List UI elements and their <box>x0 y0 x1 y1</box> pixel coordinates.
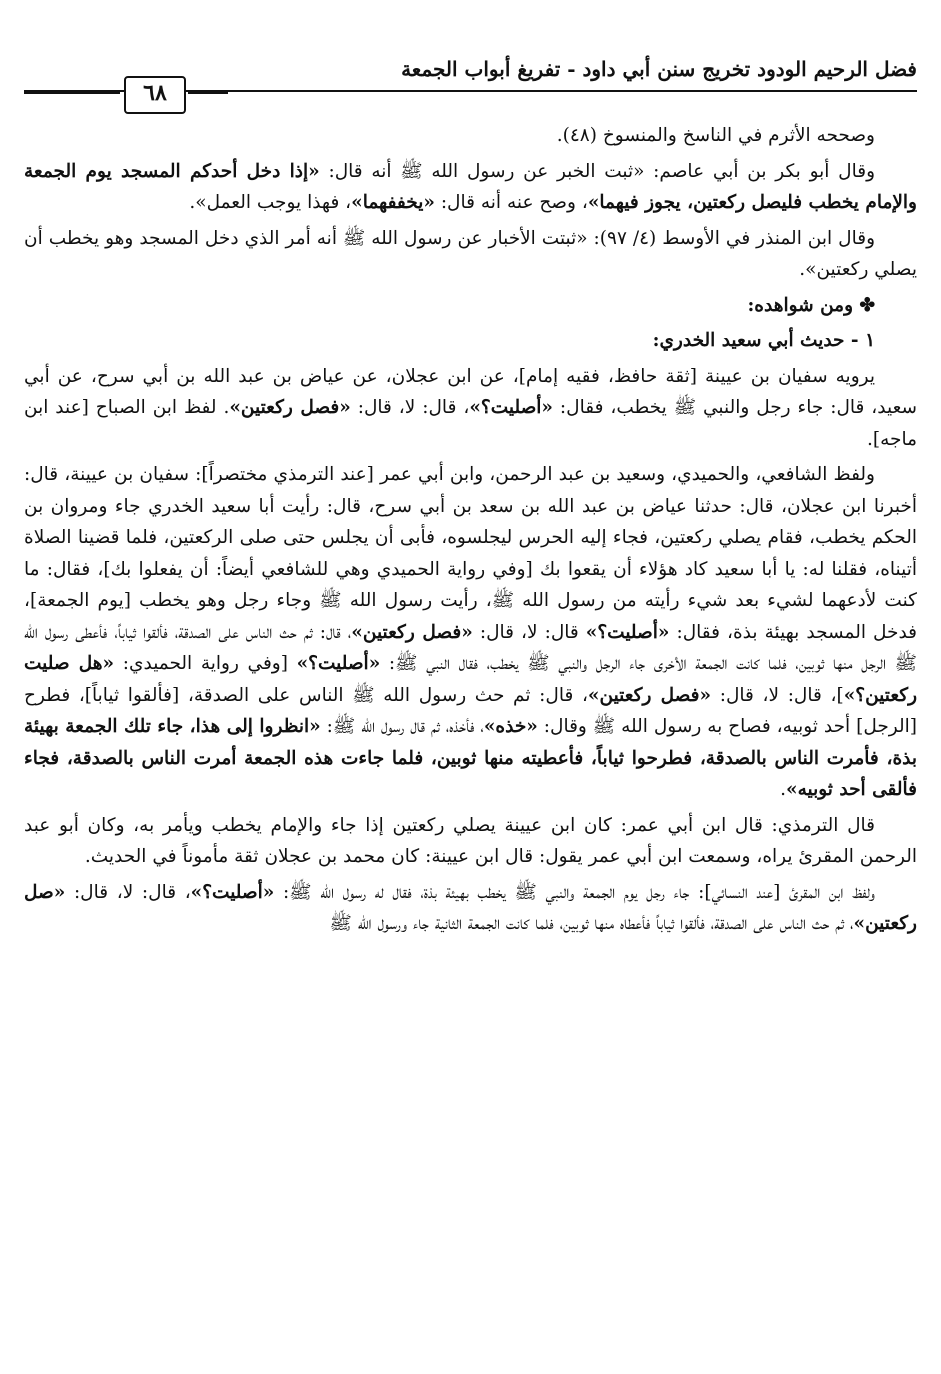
subsection-heading <box>24 325 917 357</box>
text-run: قال الترمذي: قال ابن أبي عمر: كان ابن عيينة يصلي ركعتين إذا جاء والإمام يخطب ويأمر به، وكان أبو عبد الرحمن المقرئ يراه، وسمعت ابن أبي عمر يقول: قال ابن عيينة: كان محمد بن عجلان ثقة مأموناً في الحديث. <box>24 814 917 867</box>
body-text <box>24 120 917 1366</box>
paragraph <box>24 120 917 152</box>
hadith-quote: «فصل ركعتين» <box>587 684 712 706</box>
text-run: ، قال: ثم حث رسول الله ﷺ الناس على الصدقة، [فألقوا ثياباً]، فطرح [الرجل] أحد ثوبيه، فصاح به رسول الله ﷺ وقال: <box>24 684 917 737</box>
hadith-quote: «فصل ركعتين» <box>351 621 473 643</box>
hadith-quote: «أصليت؟» <box>296 653 381 674</box>
hadith-quote: «صل ركعتين» <box>24 881 917 934</box>
paragraph <box>24 810 917 873</box>
text-run: ، قال: لا، قال: <box>65 881 191 903</box>
text-run: ، ثم حث الناس على الصدقة، فألقوا ثياباً فأعطاه منها ثوبين، فلما كانت الجمعة الثانية جاء ورسول الله ﷺ <box>329 913 854 934</box>
hadith-quote: «أصليت؟» <box>469 397 553 418</box>
text-run: ]، قال: لا، قال: <box>711 684 844 706</box>
hadith-quote: «فصل ركعتين» <box>229 397 351 418</box>
paragraph <box>24 156 917 219</box>
text-run: يرويه سفيان بن عيينة [ثقة حافظ، فقيه إمام]، عن ابن عجلان، عن عياض بن عبد الله بن أبي سرح، عن أبي سعيد، قال: جاء رجل والنبي ﷺ يخطب، فقال: <box>24 365 917 418</box>
text-run: ، فأخذه، ثم قال رسول الله ﷺ: <box>320 716 484 737</box>
section-heading <box>24 290 917 322</box>
hadith-quote: «يخففهما» <box>351 192 435 213</box>
text-run: . لفظ ابن الصباح [عند ابن ماجه]. <box>24 397 917 450</box>
page-header <box>24 50 917 110</box>
page-number: ٦٨ <box>124 76 186 114</box>
paragraph <box>24 361 917 456</box>
text-run: ولفظ ابن المقرئ [عند النسائي]: جاء رجل يوم الجمعة والنبي ﷺ يخطب بهيئة بذة، فقال له رسول الله ﷺ: <box>274 881 875 903</box>
hadith-quote: «خذه» <box>483 716 538 737</box>
paragraph <box>24 877 917 940</box>
ornament-line-right <box>188 92 228 94</box>
text-run: ، قال: لا، قال: <box>350 397 470 418</box>
text-run: . <box>780 779 787 800</box>
text-run: [وفي رواية الحميدي: <box>114 653 297 674</box>
text-run: وصححه الأثرم في الناسخ والمنسوخ (٤٨). <box>556 125 875 146</box>
text-run: ولفظ الشافعي، والحميدي، وسعيد بن عبد الرحمن، وابن أبي عمر [عند الترمذي مختصراً]: سفيان بن عيينة، قال: أخبرنا ابن عجلان، قال: حدثنا عياض بن عبد الله بن سعد بن أبي سرح، قال: رأيت أبا سعيد الخدري جاء ومروان بن الحكم يخطب، فقام يصلي ركعتين، فجاء إليه الحرس ليجلسوه، فأبى أن يجلس حتى صلى الركعتين، فلما قضينا الصلاة أتيناه، فقلنا له: يا أبا سعيد كاد هؤلاء أن يقعوا بك [وفي رواية الحميدي وهي للشافعي أيضاً: أن يفعلوا بك]، فقال: ما كنت لأدعهما لشيء بعد شيء رأيته من رسول الله ﷺ، رأيت رسول الله ﷺ وجاء رجل وهو يخطب [يوم الجمعة]، فدخل المسجد بهيئة بذة، فقال: <box>24 464 917 643</box>
heading-text: ١ - حديث أبي سعيد الخدري: <box>652 330 875 351</box>
text-run: ، فهذا يوجب العمل». <box>189 192 352 213</box>
text-run: وقال ابن المنذر في الأوسط (٤/ ٩٧): «ثبتت الأخبار عن رسول الله ﷺ أنه أمر الذي دخل المسجد وهو يخطب أن يصلي ركعتين». <box>24 227 917 280</box>
hadith-quote: «أصليت؟» <box>190 881 275 903</box>
text-run: قال: لا، قال: <box>472 621 586 643</box>
hadith-quote: «هل صليت ركعتين؟» <box>24 653 917 706</box>
hadith-quote: «أصليت؟» <box>585 621 670 643</box>
hadith-quote: «انظروا إلى هذا، جاء تلك الجمعة بهيئة بذة، فأمرت الناس بالصدقة، فطرحوا ثياباً، فأعطيته منها ثوبين، فلما جاءت هذه الجمعة أمرت الناس بالصدقة، فجاء فألقى أحد ثوبيه» <box>24 716 917 800</box>
paragraph <box>24 459 917 806</box>
paragraph <box>24 223 917 286</box>
text-run: وقال أبو بكر بن أبي عاصم: «ثبت الخبر عن رسول الله ﷺ أنه قال: <box>319 160 876 182</box>
running-title: فضل الرحيم الودود تخريج سنن أبي داود - تفريغ أبواب الجمعة <box>401 57 917 81</box>
hadith-quote: «إذا دخل أحدكم المسجد يوم الجمعة والإمام يخطب فليصل ركعتين، يجوز فيهما» <box>24 160 917 213</box>
heading-text: ومن شواهده: <box>747 294 854 316</box>
flower-bullet-icon: ✤ <box>859 294 875 316</box>
text-run: ، قال: ثم حث الناس على الصدقة، فألقوا ثياباً، فأعطى رسول الله ﷺ الرجل منها ثوبين، فلما كانت الجمعة الأخرى جاء الرجل والنبي ﷺ يخطب، فقال النبي ﷺ: <box>24 621 917 674</box>
text-run: ، وصح عنه أنه قال: <box>434 192 588 213</box>
ornament-line-left <box>24 92 120 94</box>
